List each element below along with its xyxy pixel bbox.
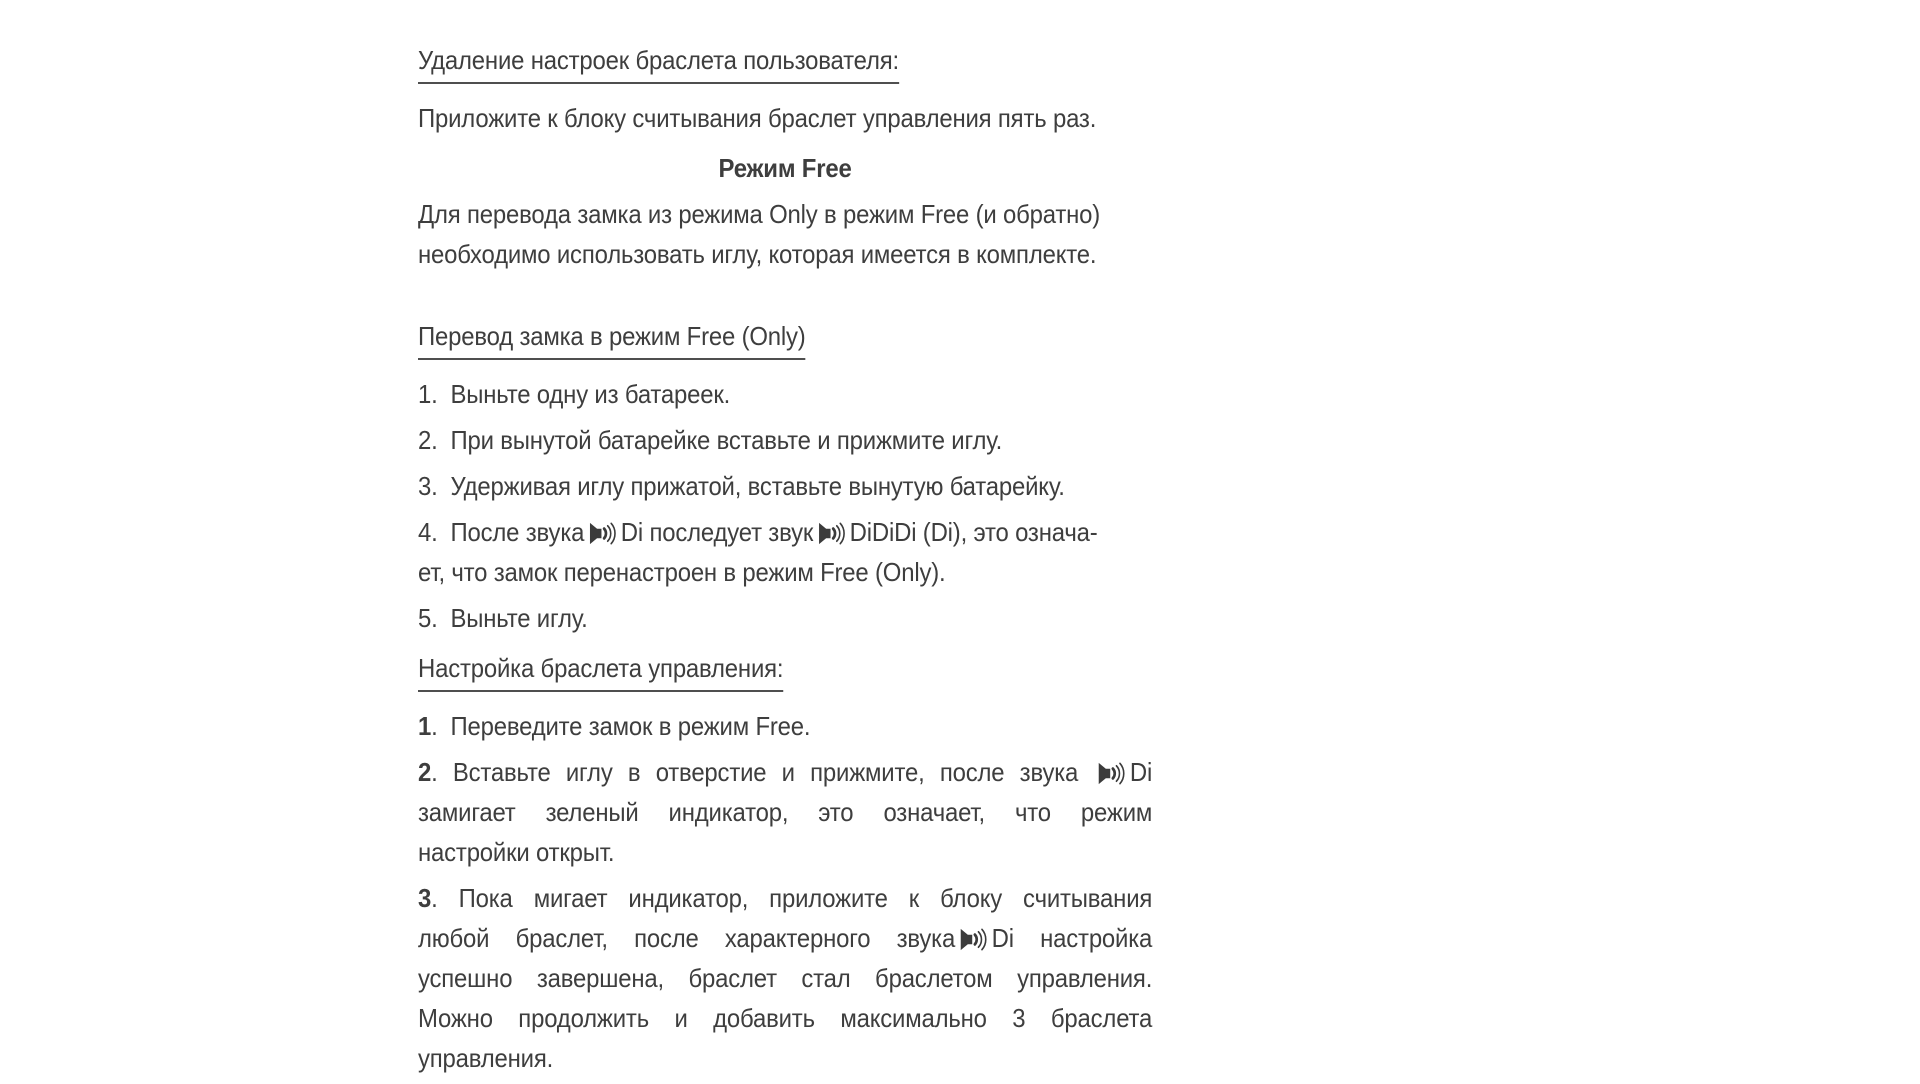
text-line	[418, 148, 1152, 188]
text-line	[418, 958, 1152, 998]
text-line	[418, 918, 1152, 958]
setup-step-2	[418, 752, 1152, 872]
text-segment: успешно завершена, браслет стал браслетом управления.	[418, 963, 1153, 993]
text-line	[418, 420, 1152, 460]
text-line	[418, 234, 1152, 274]
underlined-heading-text	[418, 318, 806, 360]
text-segment: управления.	[418, 1043, 554, 1073]
text-segment: ет, что замок перенастроен в режим Free (Only).	[418, 557, 946, 587]
setup-step-3	[418, 878, 1152, 1078]
text-line	[418, 706, 1152, 746]
step-2	[418, 420, 1152, 460]
text-line	[418, 650, 1152, 692]
text-segment: 4. После звука	[418, 517, 585, 547]
text-line	[418, 752, 1152, 792]
step-3	[418, 466, 1152, 506]
text-segment: 5. Выньте иглу.	[418, 603, 588, 633]
speaker-sound-icon	[817, 521, 847, 546]
text-line	[418, 998, 1152, 1038]
text-line	[418, 1038, 1152, 1078]
text-segment: необходимо использовать иглу, которая имеется в комплекте.	[418, 239, 1097, 269]
text-segment: любой браслет, после характерного звука	[418, 923, 956, 953]
text-segment: 1	[418, 711, 432, 741]
underlined-heading-text	[418, 650, 783, 692]
speaker-sound-icon	[588, 521, 618, 546]
text-segment: Настройка браслета управления:	[418, 653, 784, 683]
text-line	[418, 98, 1152, 138]
heading-delete-user-bracelet	[418, 42, 1152, 84]
heading-switch-to-free	[418, 318, 1152, 360]
text-segment: . Пока мигает индикатор, приложите к блоку считывания	[431, 883, 1153, 913]
text-segment: . Переведите замок в режим Free.	[431, 711, 811, 741]
heading-setup-control-bracelet	[418, 650, 1152, 692]
text-segment: Режим Free	[718, 153, 852, 183]
heading-free-mode	[418, 148, 1152, 188]
text-line	[418, 832, 1152, 872]
text-line	[418, 42, 1152, 84]
text-line	[418, 318, 1152, 360]
text-segment: DiDiDi (Di), это означа-	[849, 517, 1098, 547]
text-line	[418, 466, 1152, 506]
text-segment: 3	[418, 883, 432, 913]
text-segment: . Вставьте иглу в отверстие и прижмите, после звука	[431, 757, 1094, 787]
text-line	[418, 552, 1152, 592]
text-segment: 2	[418, 757, 432, 787]
step-4	[418, 512, 1152, 592]
setup-step-1	[418, 706, 1152, 746]
paragraph-free-mode-intro	[418, 194, 1152, 274]
text-segment: Приложите к блоку считывания браслет управления пять раз.	[418, 103, 1097, 133]
text-segment: Для перевода замка из режима Only в режим Free (и обратно)	[418, 199, 1101, 229]
text-line	[418, 374, 1152, 414]
text-segment: 1. Выньте одну из батареек.	[418, 379, 731, 409]
text-line	[418, 194, 1152, 234]
text-segment: Di настройка	[991, 923, 1153, 953]
document-column	[418, 26, 1152, 1084]
text-line	[418, 598, 1152, 638]
step-1	[418, 374, 1152, 414]
text-segment: замигает зеленый индикатор, это означает, что режим	[418, 797, 1153, 827]
text-line	[418, 512, 1152, 552]
text-segment: Di	[1129, 757, 1153, 787]
text-line	[418, 792, 1152, 832]
text-segment: Перевод замка в режим Free (Only)	[418, 321, 806, 351]
step-5	[418, 598, 1152, 638]
paragraph-delete-instruction	[418, 98, 1152, 138]
text-segment: настройки открыт.	[418, 837, 615, 867]
text-segment: Можно продолжить и добавить максимально 3 браслета	[418, 1003, 1153, 1033]
speaker-sound-icon	[1097, 761, 1127, 786]
text-segment: 2. При вынутой батарейке вставьте и прижмите иглу.	[418, 425, 1003, 455]
text-segment: Di последует звук	[620, 517, 814, 547]
underlined-heading-text	[418, 42, 899, 84]
text-line	[418, 878, 1152, 918]
text-segment: 3. Удерживая иглу прижатой, вставьте вынутую батарейку.	[418, 471, 1065, 501]
text-segment: Удаление настроек браслета пользователя:	[418, 45, 899, 75]
speaker-sound-icon	[959, 927, 989, 952]
